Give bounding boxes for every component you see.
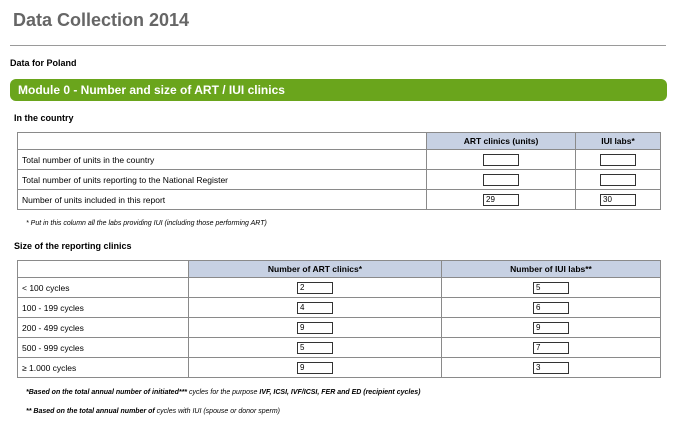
art-gte1000-input[interactable]: 9 xyxy=(297,362,333,374)
country-footnote: * Put in this column all the labs providing IUI (including those performing ART) xyxy=(26,220,267,227)
row-label: < 100 cycles xyxy=(18,278,189,298)
table-row xyxy=(18,170,661,190)
iui-labs-reporting-input[interactable] xyxy=(600,174,636,186)
size-footnote-2-bold: ** Based on the total annual number of xyxy=(26,408,155,415)
iui-labs-included-input[interactable]: 30 xyxy=(600,194,636,206)
size-table-corner xyxy=(18,261,189,278)
art-units-included-input[interactable]: 29 xyxy=(483,194,519,206)
art-units-reporting-input[interactable] xyxy=(483,174,519,186)
iui-lt100-input[interactable]: 5 xyxy=(533,282,569,294)
table-row xyxy=(18,358,661,378)
art-200-499-input[interactable]: 9 xyxy=(297,322,333,334)
iui-gte1000-input[interactable]: 3 xyxy=(533,362,569,374)
iui-500-999-input[interactable]: 7 xyxy=(533,342,569,354)
table-row xyxy=(18,298,661,318)
col-iui-labs-count: Number of IUI labs** xyxy=(442,261,661,278)
size-footnote-1-text: cycles for the purpose xyxy=(187,389,260,396)
row-label: Total number of units reporting to the National Register xyxy=(18,170,427,190)
row-label: ≥ 1.000 cycles xyxy=(18,358,189,378)
art-100-199-input[interactable]: 4 xyxy=(297,302,333,314)
row-label: Total number of units in the country xyxy=(18,150,427,170)
title-divider xyxy=(10,45,666,46)
art-500-999-input[interactable]: 5 xyxy=(297,342,333,354)
table-row xyxy=(18,150,661,170)
country-table-corner xyxy=(18,133,427,150)
size-footnote-2-text: cycles with IUI (spouse or donor sperm) xyxy=(154,408,280,415)
iui-100-199-input[interactable]: 6 xyxy=(533,302,569,314)
row-label: 500 - 999 cycles xyxy=(18,338,189,358)
page-title: Data Collection 2014 xyxy=(13,10,190,30)
module-header: Module 0 - Number and size of ART / IUI clinics xyxy=(10,79,667,101)
row-label: 100 - 199 cycles xyxy=(18,298,189,318)
country-section-heading: In the country xyxy=(14,113,74,123)
col-art-clinics: Number of ART clinics* xyxy=(189,261,442,278)
size-footnote-1-bold2: IVF, ICSI, IVF/ICSI, FER and ED (recipient cycles) xyxy=(259,389,421,396)
row-label: Number of units included in this report xyxy=(18,190,427,210)
size-footnote-1-bold: *Based on the total annual number of initiated*** xyxy=(26,389,188,396)
col-art-clinics-units: ART clinics (units) xyxy=(427,133,576,150)
country-label: Data for Poland xyxy=(10,58,77,68)
size-table xyxy=(17,260,661,378)
row-label: 200 - 499 cycles xyxy=(18,318,189,338)
col-iui-labs: IUI labs* xyxy=(576,133,661,150)
table-row xyxy=(18,278,661,298)
iui-labs-total-input[interactable] xyxy=(600,154,636,166)
table-row xyxy=(18,318,661,338)
country-table xyxy=(17,132,661,210)
size-footnote-1 xyxy=(26,389,420,396)
table-row xyxy=(18,190,661,210)
art-lt100-input[interactable]: 2 xyxy=(297,282,333,294)
size-section-heading: Size of the reporting clinics xyxy=(14,241,132,251)
art-units-total-input[interactable] xyxy=(483,154,519,166)
table-row xyxy=(18,338,661,358)
iui-200-499-input[interactable]: 9 xyxy=(533,322,569,334)
size-footnote-2 xyxy=(26,408,280,415)
